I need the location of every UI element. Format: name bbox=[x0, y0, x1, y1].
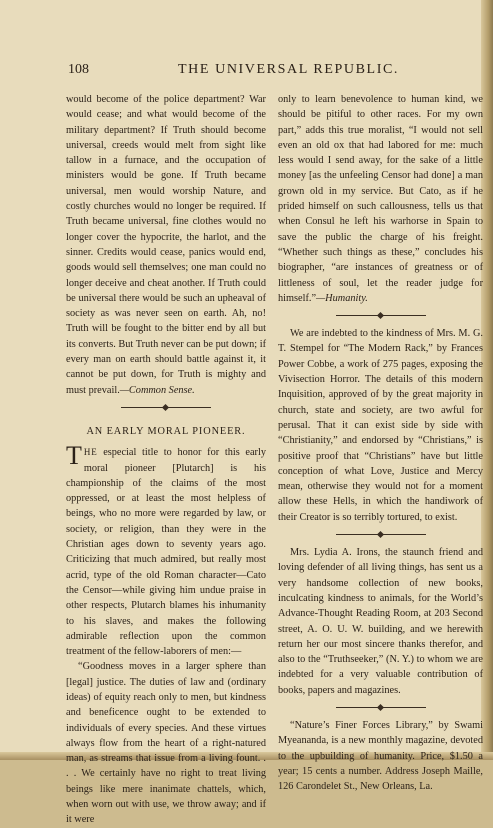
paragraph-text: only to learn benevolence to human kind, we should be pitiful to other races. For my own part,” adds this true moralist, “I would not sell even an old ox that had labored for me: much less would I send away, for the sake of a little money [as the unfeeling Censor had done] a man grown old in my service. But Cato, as if he prided himself on such callousness, tells us that when Consul he left his warhorse in Spain to save the public the charge of his freight. “Whether such things as these,” concludes his biographer, “are instances of greatness or of littleness of soul, let the reader judge for himself.” bbox=[278, 94, 483, 304]
paragraph-text: would become of the police department? War would cease; and what would become of the military department? If Truth should become universal, creeds would melt from sight like tallow in a furnace, and the occupation of ministers would be gone. If Truth became universal, men would worship Nature, and costly churches would no longer be required. If Truth became universal, fine clothes would no longer cover the hypocrite, the harlot, and the sinner. Credits would cease, panics would end, goods would sell themselves; one man could no longer deceive and cheat another. If Truth could be universal there would be such an upheaval of society as was never seen on earth. Ah, no! Truth will be fought to the bitter end by all but its converts. But Truth never can be put down; if every man on earth should battle against it, it cannot be put down, for Truth is mighty and must prevail. bbox=[66, 94, 266, 396]
paragraph bbox=[278, 92, 483, 306]
section-heading: AN EARLY MORAL PIONEER. bbox=[86, 425, 246, 437]
section-divider bbox=[121, 404, 211, 412]
right-column bbox=[278, 92, 483, 794]
paragraph: “Nature’s Finer Forces Library,” by Swami Myeananda, is a new monthly magazine, devoted to the upbuilding of humanity. Price, $1.50 a year; 15 cents a number. Address Joseph Maille, 126 Carondelet St., New Orleans, La. bbox=[278, 719, 483, 793]
paragraph-text: especial title to honor for this early moral pioneer [Plutarch] is his championship of the claims of the most oppressed, or at least the most helpless of beings, who no more were regarded by law, or society, or religion, than they were in the Christian ages down to seventy years ago. Criticizing that much admired, but really most acrid, type of the old Roman character—Cato the Censor—while giving him undue praise in other respects, Plutarch blames his inhumanity to his slaves, and makes the following admirable reflection upon the common treatment of the fellow-laborers of men:— bbox=[66, 447, 266, 658]
page-header bbox=[68, 62, 463, 82]
paragraph bbox=[66, 92, 266, 398]
small-caps-text: HE bbox=[83, 447, 98, 458]
section-divider bbox=[336, 704, 426, 712]
paragraph: We are indebted to the kindness of Mrs. M. G. T. Stempel for “The Modern Rack,” by Frances Power Cobbe, a work of 275 pages, exposing the Vivisection Horror. The details of this modern Inquisition, approved of by the great majority in church, state and society, are two awful for perusal. That it can exist side by side with “Christianity,” and endorsed by “Christians,” is positive proof that “Christians” have but little conception of what Love, Justice and Mercy mean, otherwise they would not for a moment allow these Hells, in which the handiwork of their Creator is so terribly tortured, to exist. bbox=[278, 328, 483, 523]
left-column bbox=[66, 92, 266, 828]
running-title: THE UNIVERSAL REPUBLIC. bbox=[178, 62, 400, 77]
paragraph: “Goodness moves in a larger sphere than [legal] justice. The duties of law and (ordinary ideas) of equity reach only to men, but kindness and beneficence ought to be extended to individuals of every species. And these virtues always flow from the heart of a right-natured man, as streams that issue from a living fount. . . . We certainly have no right to treat living beings like mere inanimate chattels, which, when worn out with use, we throw away; and if it were bbox=[66, 661, 266, 826]
page-number: 108 bbox=[68, 62, 89, 77]
source-attribution: —Common Sense. bbox=[119, 384, 195, 396]
drop-cap: T bbox=[66, 441, 82, 471]
section-divider bbox=[336, 531, 426, 539]
paragraph bbox=[66, 441, 266, 659]
source-attribution: —Humanity. bbox=[316, 292, 368, 304]
paragraph: Mrs. Lydia A. Irons, the staunch friend and loving defender of all living things, has sent us a very handsome collection of new books, inculcating kindness to animals, for the World’s Advance-Thought Reading Room, at 203 Second street, A. O. U. W. building, and we herewith return her our most sincere thanks therefor, and also to the “Truthseeker,” (N. Y.) to whom we are indebted for a very valuable contribution of books, papers and magazines. bbox=[278, 547, 483, 696]
section-divider bbox=[336, 312, 426, 320]
